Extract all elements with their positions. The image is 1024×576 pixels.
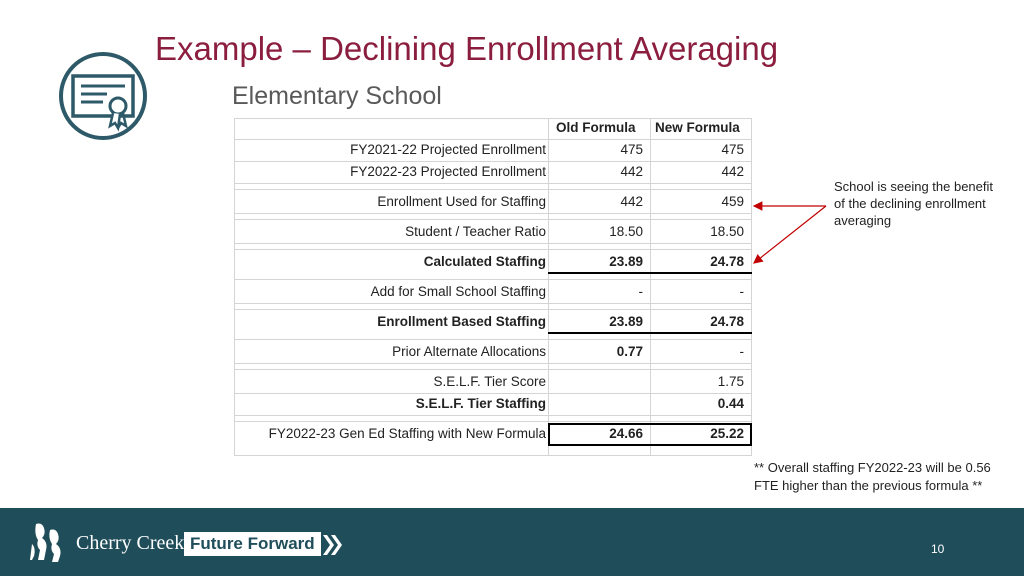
row-label: Calculated Staffing bbox=[423, 254, 546, 269]
certificate-icon bbox=[59, 52, 147, 140]
new-formula-value: 18.50 bbox=[710, 224, 744, 239]
new-formula-value: - bbox=[739, 284, 744, 299]
footnote: ** Overall staffing FY2022-23 will be 0.56 FTE higher than the previous formula ** bbox=[754, 460, 991, 493]
old-formula-value: 475 bbox=[620, 142, 643, 157]
page-number: 10 bbox=[931, 542, 945, 556]
double-chevron-right-icon bbox=[322, 533, 344, 557]
new-formula-value: 0.44 bbox=[717, 396, 744, 411]
column-header-new-formula: New Formula bbox=[655, 120, 740, 135]
new-formula-value: 25.22 bbox=[710, 426, 744, 441]
row-label: Enrollment Used for Staffing bbox=[377, 194, 546, 209]
old-formula-value: 23.89 bbox=[609, 254, 643, 269]
row-label: FY2022-23 Gen Ed Staffing with New Formula bbox=[268, 426, 546, 441]
new-formula-value: 475 bbox=[721, 142, 744, 157]
footer-bar bbox=[0, 508, 1024, 576]
slide-title: Example – Declining Enrollment Averaging bbox=[155, 30, 779, 67]
slide-subtitle: Elementary School bbox=[232, 82, 442, 110]
callout-text: School is seeing the benefit of the declining enrollment averaging bbox=[834, 179, 993, 228]
row-label: FY2021-22 Projected Enrollment bbox=[350, 142, 546, 157]
old-formula-value: 442 bbox=[620, 164, 643, 179]
row-label: Add for Small School Staffing bbox=[370, 284, 546, 299]
new-formula-value: 24.78 bbox=[710, 314, 744, 329]
old-formula-value: 24.66 bbox=[609, 426, 643, 441]
row-label: Student / Teacher Ratio bbox=[405, 224, 546, 239]
brand-name: Cherry Creek bbox=[76, 532, 185, 554]
row-label: S.E.L.F. Tier Score bbox=[433, 374, 546, 389]
new-formula-value: 459 bbox=[721, 194, 744, 209]
new-formula-value: 24.78 bbox=[710, 254, 744, 269]
row-label: Enrollment Based Staffing bbox=[377, 314, 546, 329]
brand-tagline: Future Forward bbox=[184, 532, 321, 556]
new-formula-value: 1.75 bbox=[717, 374, 744, 389]
cherry-creek-logo-icon bbox=[30, 520, 70, 564]
new-formula-value: - bbox=[739, 344, 744, 359]
old-formula-value: 18.50 bbox=[609, 224, 643, 239]
row-label: Prior Alternate Allocations bbox=[392, 344, 546, 359]
new-formula-value: 442 bbox=[721, 164, 744, 179]
row-label: S.E.L.F. Tier Staffing bbox=[415, 396, 546, 411]
old-formula-value: - bbox=[638, 284, 643, 299]
staffing-table bbox=[234, 118, 752, 456]
old-formula-value: 23.89 bbox=[609, 314, 643, 329]
column-header-old-formula: Old Formula bbox=[556, 120, 636, 135]
old-formula-value: 442 bbox=[620, 194, 643, 209]
old-formula-value: 0.77 bbox=[616, 344, 643, 359]
row-label: FY2022-23 Projected Enrollment bbox=[350, 164, 546, 179]
